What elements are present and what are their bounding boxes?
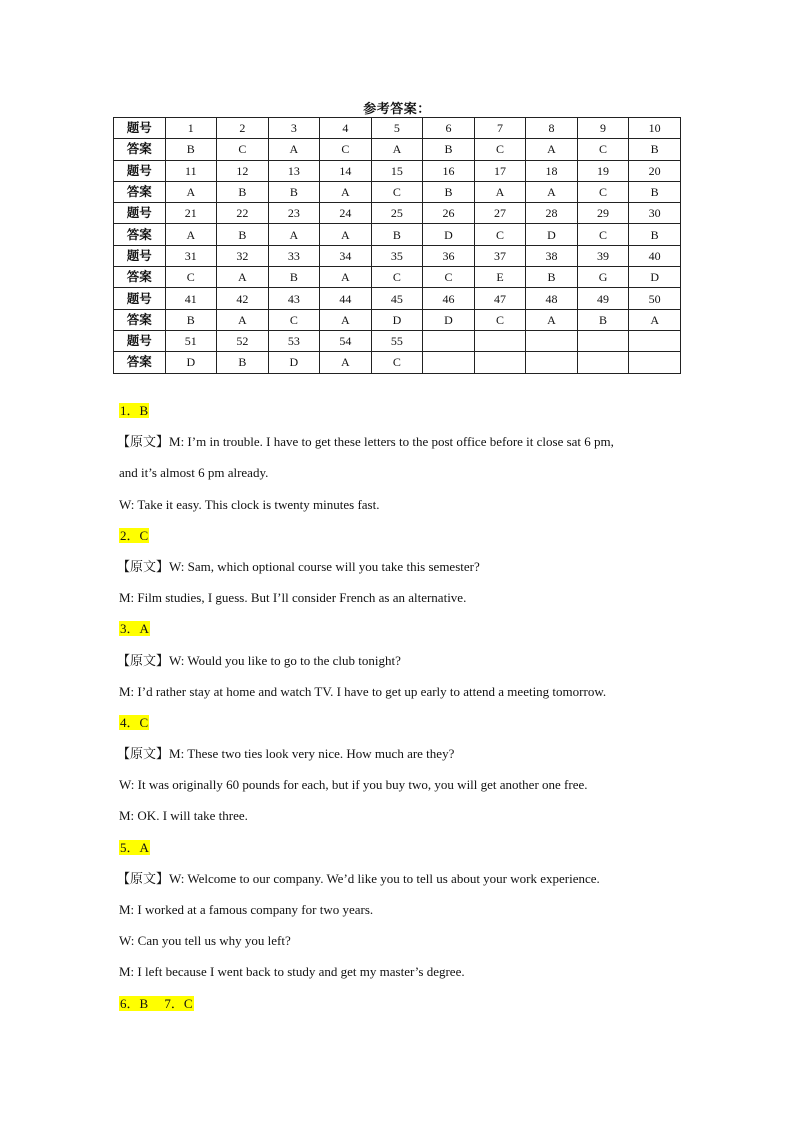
question-number-cell: 43 [268,288,320,309]
transcript-line [119,681,679,712]
question-number-cell: 42 [217,288,269,309]
question-number-cell: 40 [629,245,681,266]
highlighted-answer: 6．B 7．C [120,995,193,1011]
transcript-text: W: Sam, which optional course will you take this semester? [169,558,480,574]
question-number-cell: 51 [165,330,217,351]
question-number-cell: 22 [217,203,269,224]
answer-cell [423,352,475,373]
question-number-cell: 47 [474,288,526,309]
transcript-text: W: Take it easy. This clock is twenty minutes fast. [119,496,380,512]
answer-row [114,139,681,160]
question-number-cell: 25 [371,203,423,224]
transcript-line [119,961,679,992]
answer-cell: D [629,267,681,288]
question-number-cell: 28 [526,203,578,224]
question-number-cell: 32 [217,245,269,266]
transcript-label: 【原文】 [117,558,170,574]
question-number-cell: 24 [320,203,372,224]
row-label: 答案 [114,309,166,330]
answer-row [114,352,681,373]
answer-cell: A [474,181,526,202]
question-number-cell: 30 [629,203,681,224]
answer-cell: C [217,139,269,160]
highlighted-answer: 4．C [120,714,149,730]
question-number-cell: 36 [423,245,475,266]
question-number-cell: 53 [268,330,320,351]
row-label: 答案 [114,224,166,245]
question-number-cell: 34 [320,245,372,266]
transcript-text: and it’s almost 6 pm already. [119,465,269,481]
question-number-row [114,245,681,266]
question-number-cell: 7 [474,118,526,139]
row-label: 题号 [114,288,166,309]
question-number-cell: 52 [217,330,269,351]
answer-heading [119,618,679,649]
question-number-cell [423,330,475,351]
transcript-label: 【原文】 [117,652,170,668]
question-number-cell: 49 [577,288,629,309]
answer-cell: C [474,309,526,330]
answer-cell: A [629,309,681,330]
answer-cell [526,352,578,373]
answer-cell: B [423,181,475,202]
answer-cell: D [526,224,578,245]
answer-cell: D [165,352,217,373]
row-label: 答案 [114,267,166,288]
question-number-cell: 38 [526,245,578,266]
row-label: 答案 [114,352,166,373]
answer-cell: E [474,267,526,288]
question-number-cell [629,330,681,351]
transcript-label: 【原文】 [117,870,170,886]
row-label: 题号 [114,245,166,266]
transcript-line [119,587,679,618]
question-number-cell: 15 [371,160,423,181]
question-number-cell: 21 [165,203,217,224]
answer-cell: A [320,309,372,330]
transcript-line [119,899,679,930]
question-number-cell [474,330,526,351]
question-number-cell: 1 [165,118,217,139]
highlighted-answer: 3．A [120,621,149,637]
answer-cell: D [423,224,475,245]
question-number-cell [577,330,629,351]
answer-heading [119,712,679,743]
question-number-cell: 2 [217,118,269,139]
question-number-cell: 41 [165,288,217,309]
transcript-text: M: I’m in trouble. I have to get these letters to the post office before it close sat 6 pm, [169,434,614,450]
question-number-cell: 4 [320,118,372,139]
answer-row [114,181,681,202]
page-title: 参考答案： [363,101,431,116]
question-number-row [114,160,681,181]
answer-cell: B [268,267,320,288]
row-label: 题号 [114,330,166,351]
answer-cell: G [577,267,629,288]
row-label: 题号 [114,160,166,181]
question-number-cell: 19 [577,160,629,181]
answer-cell: B [217,224,269,245]
answer-cell: D [371,309,423,330]
transcript-line [119,494,679,525]
question-number-cell: 14 [320,160,372,181]
answer-heading [119,400,679,431]
question-number-row [114,330,681,351]
answer-cell [474,352,526,373]
question-number-cell: 9 [577,118,629,139]
question-number-cell: 5 [371,118,423,139]
question-number-cell: 46 [423,288,475,309]
question-number-row [114,203,681,224]
answer-cell: B [526,267,578,288]
answer-cell: A [268,139,320,160]
row-label: 答案 [114,139,166,160]
transcript-line [119,930,679,961]
answer-cell: B [577,309,629,330]
question-number-cell: 48 [526,288,578,309]
transcript-line [119,650,679,681]
answer-cell: D [423,309,475,330]
row-label: 答案 [114,181,166,202]
question-number-cell: 12 [217,160,269,181]
transcript-text: M: I left because I went back to study and get my master’s degree. [119,964,465,980]
answer-heading [119,837,679,868]
answer-cell: A [526,181,578,202]
transcript-line [119,556,679,587]
answer-cell: C [371,352,423,373]
transcript-line [119,743,679,774]
answer-cell: B [629,139,681,160]
question-number-row [114,118,681,139]
answer-cell: B [217,352,269,373]
answer-cell: C [320,139,372,160]
transcript-line [119,868,679,899]
row-label: 题号 [114,118,166,139]
answer-cell: A [320,267,372,288]
row-label: 题号 [114,203,166,224]
question-number-cell: 17 [474,160,526,181]
transcript-body [119,400,679,1024]
transcript-text: M: OK. I will take three. [119,808,248,824]
answer-cell: A [320,181,372,202]
answer-row [114,267,681,288]
question-number-cell: 33 [268,245,320,266]
answer-cell: C [474,139,526,160]
answer-cell: A [165,224,217,245]
question-number-cell: 6 [423,118,475,139]
question-number-cell: 39 [577,245,629,266]
transcript-text: W: Welcome to our company. We’d like you to tell us about your work experience. [169,870,600,886]
answer-table [113,117,681,374]
answer-cell: A [165,181,217,202]
answer-cell: C [577,139,629,160]
answer-heading [119,525,679,556]
answer-cell: A [320,224,372,245]
transcript-line [119,431,679,462]
transcript-text: W: It was originally 60 pounds for each, but if you buy two, you will get another one free. [119,777,588,793]
answer-row [114,224,681,245]
question-number-cell: 37 [474,245,526,266]
question-number-cell: 8 [526,118,578,139]
question-number-cell: 35 [371,245,423,266]
question-number-cell: 45 [371,288,423,309]
answer-cell: A [268,224,320,245]
question-number-cell: 44 [320,288,372,309]
highlighted-answer: 2．C [120,527,149,543]
answer-cell: B [423,139,475,160]
question-number-row [114,288,681,309]
highlighted-answer: 1．B [120,403,149,418]
answer-heading [119,993,679,1024]
question-number-cell: 31 [165,245,217,266]
transcript-label: 【原文】 [117,746,170,762]
question-number-cell: 3 [268,118,320,139]
answer-cell [629,352,681,373]
answer-cell: B [371,224,423,245]
transcript-text: M: I’d rather stay at home and watch TV. I have to get up early to attend a meeting tomorrow. [119,683,607,699]
question-number-cell [526,330,578,351]
answer-cell: C [577,224,629,245]
answer-cell: C [577,181,629,202]
transcript-label: 【原文】 [117,434,170,450]
question-number-cell: 13 [268,160,320,181]
answer-cell: C [371,181,423,202]
answer-cell: A [217,309,269,330]
question-number-cell: 11 [165,160,217,181]
question-number-cell: 27 [474,203,526,224]
question-number-cell: 50 [629,288,681,309]
transcript-text: M: Film studies, I guess. But I’ll consider French as an alternative. [119,590,467,606]
transcript-text: M: These two ties look very nice. How much are they? [169,746,455,762]
question-number-cell: 54 [320,330,372,351]
answer-cell: C [474,224,526,245]
question-number-cell: 10 [629,118,681,139]
transcript-line [119,774,679,805]
question-number-cell: 23 [268,203,320,224]
answer-cell [577,352,629,373]
question-number-cell: 20 [629,160,681,181]
answer-cell: A [217,267,269,288]
question-number-cell: 55 [371,330,423,351]
answer-cell: C [268,309,320,330]
transcript-text: W: Can you tell us why you left? [119,933,291,949]
question-number-cell: 18 [526,160,578,181]
transcript-text: W: Would you like to go to the club tonight? [169,652,401,668]
answer-cell: B [629,181,681,202]
highlighted-answer: 5．A [120,839,149,855]
answer-cell: B [165,139,217,160]
answer-cell: B [165,309,217,330]
answer-cell: B [629,224,681,245]
answer-cell: B [268,181,320,202]
answer-cell: A [526,139,578,160]
answer-cell: C [165,267,217,288]
answer-cell: A [371,139,423,160]
question-number-cell: 16 [423,160,475,181]
transcript-line [119,462,679,493]
transcript-line [119,805,679,836]
transcript-text: M: I worked at a famous company for two years. [119,902,374,917]
question-number-cell: 26 [423,203,475,224]
question-number-cell: 29 [577,203,629,224]
answer-cell: B [217,181,269,202]
answer-cell: A [320,352,372,373]
answer-cell: C [371,267,423,288]
answer-cell: D [268,352,320,373]
answer-row [114,309,681,330]
answer-cell: A [526,309,578,330]
answer-cell: C [423,267,475,288]
